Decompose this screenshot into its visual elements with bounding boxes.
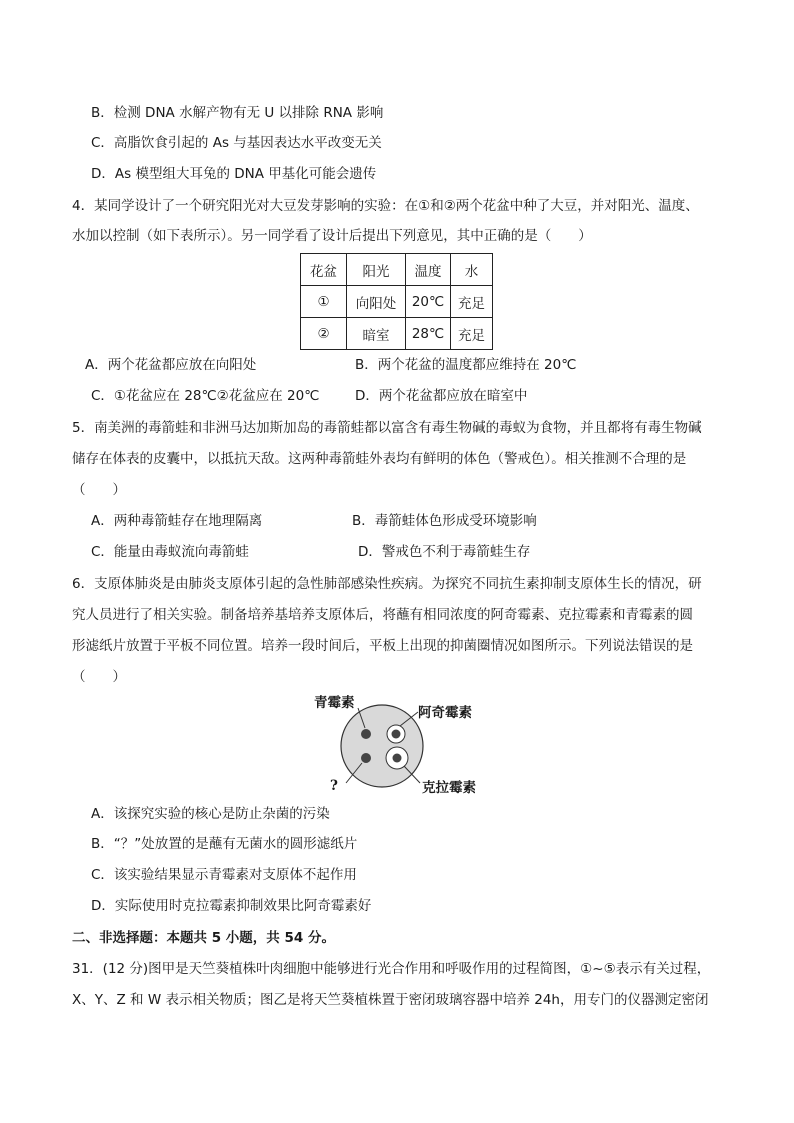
table-cell: ① [301, 286, 347, 318]
q5-option-a: A．两种毒箭蛙存在地理隔离 [91, 513, 263, 529]
table-header-cell: 花盆 [301, 254, 347, 286]
q4-option-b: B．两个花盆的温度都应维持在 20℃ [355, 357, 577, 373]
q6-option-c: C．该实验结果显示青霉素对支原体不起作用 [91, 867, 357, 883]
q6-stem-line3: 形滤纸片放置于平板不同位置。培养一段时间后，平板上出现的抑菌圈情况如图所示。下列说法错误的是 [72, 638, 693, 654]
table-cell: 28℃ [406, 318, 451, 350]
table-cell: 充足 [451, 318, 493, 350]
table-cell: 20℃ [406, 286, 451, 318]
q6-option-b: B．“？”处放置的是蘸有无菌水的圆形滤纸片 [91, 836, 358, 852]
q4-option-c: C．①花盆应在 28℃②花盆应在 20℃ [91, 388, 320, 404]
label-clarithromycin: 克拉霉素 [422, 780, 476, 796]
petri-dish-figure [300, 688, 490, 800]
q6-option-d: D．实际使用时克拉霉素抑制效果比阿奇霉素好 [91, 898, 372, 914]
table-header-row [301, 254, 493, 286]
q5-option-b: B．毒箭蛙体色形成受环境影响 [352, 513, 537, 529]
table-header-cell: 阳光 [347, 254, 406, 286]
q5-stem-line2: 储存在体表的皮囊中，以抵抗天敌。这两种毒箭蛙外表均有鲜明的体色（警戒色）。相关推测不合理的是 [72, 451, 687, 467]
unknown-disc [361, 753, 371, 763]
label-penicillin: 青霉素 [314, 695, 355, 711]
q3-option-d: D．As 模型组大耳兔的 DNA 甲基化可能会遗传 [91, 166, 377, 182]
q31-line1: 31．(12 分)图甲是天竺葵植株叶肉细胞中能够进行光合作用和呼吸作用的过程简图，①~⑤表示有关过程， [72, 961, 711, 977]
q3-option-b: B．检测 DNA 水解产物有无 U 以排除 RNA 影响 [91, 105, 384, 121]
q6-option-a: A．该探究实验的核心是防止杂菌的污染 [91, 806, 330, 822]
q6-stem-line4: （ ） [72, 669, 126, 685]
table-row [301, 286, 493, 318]
q5-option-c: C．能量由毒蚁流向毒箭蛙 [91, 544, 249, 560]
table-header-cell: 温度 [406, 254, 451, 286]
label-unknown: ? [330, 778, 338, 794]
table-cell: 充足 [451, 286, 493, 318]
q5-stem-line1: 5．南美洲的毒箭蛙和非洲马达加斯加岛的毒箭蛙都以富含有毒生物碱的毒蚁为食物，并且都将有毒生物碱 [72, 420, 702, 436]
q6-stem-line2: 究人员进行了相关实验。制备培养基培养支原体后，将蘸有相同浓度的阿奇霉素、克拉霉素和青霉素的圆 [72, 607, 693, 623]
penicillin-disc [361, 729, 371, 739]
azithromycin-disc [392, 730, 401, 739]
q4-stem-line2: 水加以控制（如下表所示）。另一同学看了设计后提出下列意见，其中正确的是（ ） [72, 228, 592, 244]
q5-option-d: D．警戒色不利于毒箭蛙生存 [358, 544, 531, 560]
q4-table [300, 253, 493, 350]
q5-stem-line3: （ ） [72, 482, 126, 498]
q6-stem-line1: 6．支原体肺炎是由肺炎支原体引起的急性肺部感染性疾病。为探究不同抗生素抑制支原体生长的情况，研 [72, 576, 702, 592]
q3-option-c: C．高脂饮食引起的 As 与基因表达水平改变无关 [91, 135, 382, 151]
table-header-cell: 水 [451, 254, 493, 286]
q4-option-a: A．两个花盆都应放在向阳处 [85, 357, 257, 373]
q31-line2: X、Y、Z 和 W 表示相关物质；图乙是将天竺葵植株置于密闭玻璃容器中培养 24h，用专门的仪器测定密闭 [72, 992, 709, 1008]
label-azithromycin: 阿奇霉素 [418, 705, 472, 721]
clarithromycin-disc [393, 754, 402, 763]
section-2-title: 二、非选择题：本题共 5 小题，共 54 分。 [72, 930, 335, 946]
q4-option-d: D．两个花盆都应放在暗室中 [355, 388, 528, 404]
table-cell: 暗室 [347, 318, 406, 350]
q4-stem-line1: 4．某同学设计了一个研究阳光对大豆发芽影响的实验：在①和②两个花盆中种了大豆，并对阳光、温度、 [72, 198, 699, 214]
table-cell: ② [301, 318, 347, 350]
table-row [301, 318, 493, 350]
table-cell: 向阳处 [347, 286, 406, 318]
